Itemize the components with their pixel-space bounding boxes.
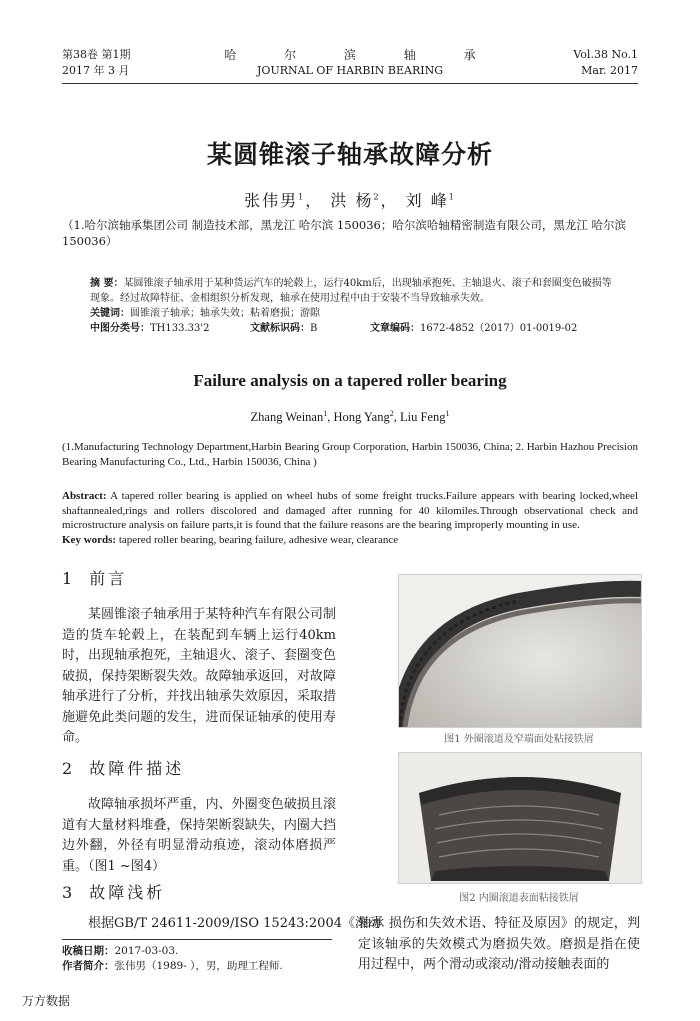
author-3-cn: 刘 峰 [405,191,449,210]
page-title-en: Failure analysis on a tapered roller bearing [193,371,507,390]
section-3-title: 故障浅析 [89,883,166,902]
figure-1-caption: 图1 外圈滚道及窄端面处粘接铁屑 [444,734,594,745]
journal-name-cn: 哈 尔 滨 轴 承 [224,48,498,62]
figure-1-photo [399,575,641,727]
author-3-sup: 1 [448,192,456,202]
section-3-body: 根据GB/T 24611-2009/ISO 15243:2004《滚动 [88,916,381,931]
section-2-title: 故障件描述 [89,759,185,778]
author-3-en-sup: 1 [445,409,450,418]
author-1-en: Zhang Weinan [250,410,324,425]
abstract-label-en: Abstract: [62,490,107,502]
section-1-heading [62,566,127,589]
figure-2-image [398,752,642,884]
section-2-heading [62,756,184,779]
author-2-sup: 2 [373,192,381,202]
keywords-en: tapered roller bearing, bearing failure, adhesive wear, clearance [116,533,399,546]
figure-2-photo [399,753,641,883]
figure-1-image [398,574,642,728]
abstract-cn [90,276,620,321]
authors-cn: 张伟男$^1$， 洪 杨$^2$， 刘 峰$^1$ [244,191,456,210]
header-divider [62,83,638,84]
abstract-en [62,489,638,547]
author-bio: 张伟男（1989- ），男，助理工程师. [114,960,283,972]
author-1-sup: 1 [298,192,306,202]
article-id-value: 1672-4852（2017）01-0019-02 [420,323,578,334]
right-column-body: 轴承 损伤和失效术语、特征及原因》的规定，判定该轴承的失效模式为磨损失效。磨损是指在使用过程中，两个滑动或滚动/滑动接触表面的 [358,916,640,972]
abstract-label-cn: 摘 要： [90,278,124,289]
volume-en: Vol.38 No.1 [573,48,638,61]
authors-en: Zhang Weinan$^1$, Hong Yang$^2$, Liu Feng$^1$ [250,409,450,425]
figure-2-caption: 图2 内圈滚道表面粘接铁屑 [459,893,579,904]
section-1-number: 1 [62,569,76,588]
author-2-en-sup: 2 [389,409,394,418]
author-2-cn: 洪 杨 [330,191,374,210]
section-1-body: 某圆锥滚子轴承用于某特种汽车有限公司制造的货车轮毂上，在装配到车辆上运行40km时，出现轴承抱死，主轴退火、滚子、套圈变色破损，保持架断裂失效。故障轴承返回，对故障轴承进行了分析，并找出轴承失效原因，采取措施避免此类问题的发生，进而保证轴承的使用寿命。 [62,607,336,745]
author-bio-label: 作者简介： [62,960,115,972]
keywords-cn: 圆锥滚子轴承；轴承失效；粘着磨损；游隙 [130,308,320,319]
doc-code-label: 文献标识码： [250,323,310,334]
clc-value: TH133.33'2 [150,323,210,334]
journal-name-en: JOURNAL OF HARBIN BEARING [257,64,443,77]
affiliation-en: (1.Manufacturing Technology Department,Harbin Bearing Group Corporation, Harbin 150036, China; 2. Harbin Hazhou Precision Bearing Manufacturing Co., Ltd., Harbin 150036, China ) [62,441,638,468]
footnote-divider [62,939,332,940]
affiliation-cn: （1.哈尔滨轴承集团公司 制造技术部，黑龙江 哈尔滨 150036；哈尔滨哈轴精密制造有限公司，黑龙江 哈尔滨 150036） [62,218,626,248]
article-id-label: 文章编码： [370,323,420,334]
received-date: 2017-03-03. [114,945,179,957]
abstract-text-en: A tapered roller bearing is applied on wheel hubs of some freight trucks.Failure appears with bearing locked,wheel shaftannealed,rings and rollers discolored and damaged after running for 40 kilomiles.Through observational check and microstructure analysis on failure parts,it is found that the failure reasons are the bearing improperly mounting in use. [62,490,638,531]
date-en: Mar. 2017 [581,64,638,77]
section-2-body: 故障轴承损坏严重，内、外圈变色破损且滚道有大量材料堆叠，保持架断裂缺失，内圈大挡边外翻，外径有明显滑动痕迹，滚动体磨损严重。（图1 ~图4） [62,797,336,874]
abstract-text-cn: 某圆锥滚子轴承用于某种货运汽车的轮毂上，运行40km后，出现轴承抱死、主轴退火、滚子和套圈变色破损等现象。经过故障特征、金相组织分析发现，轴承在使用过程中由于安装不当导致轴承失效。 [90,278,612,304]
author-1-cn: 张伟男 [244,191,299,210]
keywords-label-en: Key words: [62,533,117,546]
received-label: 收稿日期： [62,945,115,957]
footnote [62,944,283,974]
section-1-title: 前言 [89,569,128,588]
header-volume-en [573,47,638,79]
volume-cn: 第38卷 第1期 [62,48,131,61]
author-3-en: Liu Feng [399,410,446,425]
section-2-number: 2 [62,759,76,778]
section-3-number: 3 [62,883,76,902]
author-1-en-sup: 1 [323,409,328,418]
watermark: 万方数据 [22,994,71,1008]
section-3-heading [62,880,165,903]
page-title-cn: 某圆锥滚子轴承故障分析 [206,140,493,169]
date-cn: 2017 年 3 月 [62,64,130,77]
author-2-en: Hong Yang [333,410,390,425]
clc-label: 中图分类号： [90,323,150,334]
doc-code-value: B [310,323,318,334]
keywords-label-cn: 关键词： [90,308,130,319]
